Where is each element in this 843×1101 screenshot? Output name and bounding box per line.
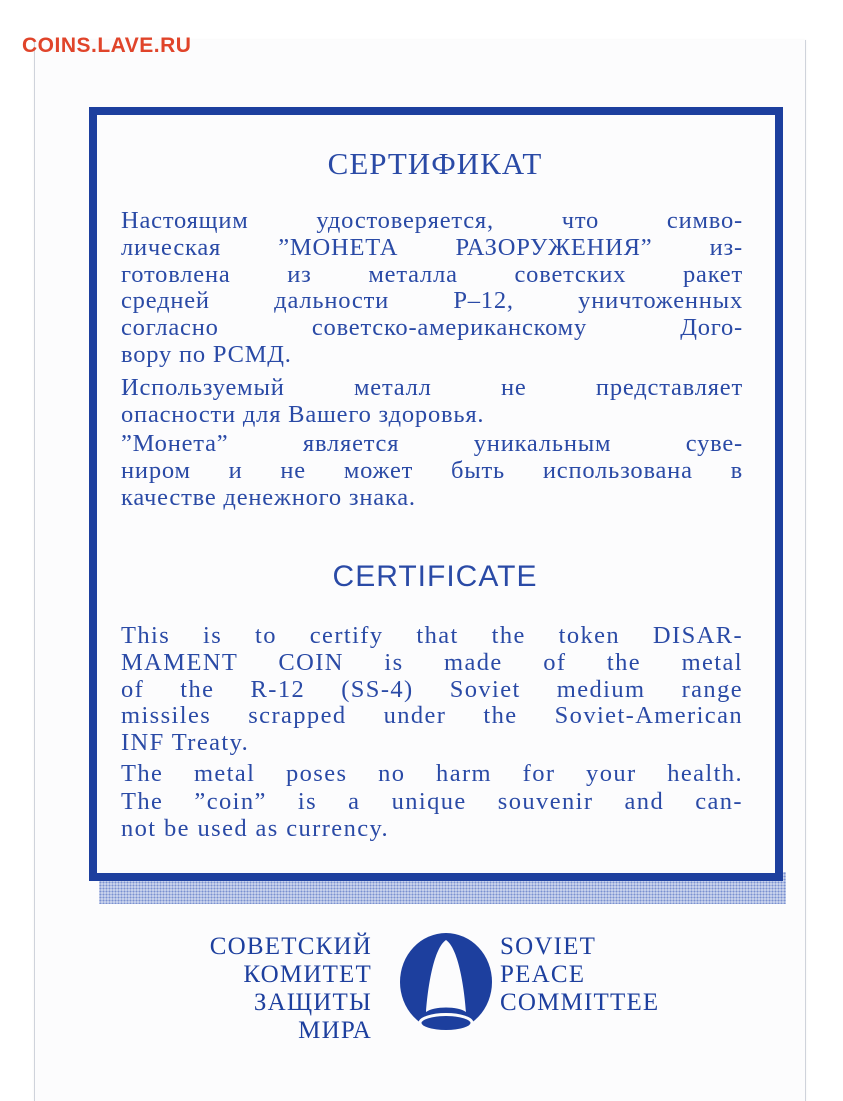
text-line: ниром и не может быть использована в [121,456,743,484]
text-line: согласно советско-американскому Дого- [121,314,743,342]
text-line: вору по РСМД. [121,340,292,368]
org-line: МИРА [298,1017,372,1044]
org-line: СОВЕТСКИЙ [209,933,372,960]
text-line: качестве денежного знака. [121,483,416,511]
text-line: Используемый металл не представляет [121,374,743,401]
text-line: средней дальности Р–12, уничтоженных [121,287,743,315]
org-line: PEACE [500,961,586,988]
org-line: ЗАЩИТЫ [253,989,372,1016]
org-line: КОМИТЕТ [243,961,372,988]
paragraph-en-2 [121,761,743,788]
organization-name-ru [140,933,372,1045]
text-line: The ”coin” is a unique souvenir and can- [121,788,743,815]
paragraph-ru-2 [121,375,743,429]
organization-name-en [500,933,740,1017]
watermark: COINS.LAVE.RU [22,34,192,57]
org-line: COMMITTEE [500,989,660,1016]
text-line: INF Treaty. [121,729,250,757]
text-line: ”Монета” является уникальным суве- [121,430,743,457]
paragraph-en-3 [121,789,743,843]
text-line: This is to certify that the token DISAR- [121,622,743,649]
paragraph-en-1 [121,623,743,757]
text-line: MAMENT COIN is made of the metal [121,648,743,676]
text-line: of the R-12 (SS-4) Soviet medium range [121,675,743,703]
title-en: CERTIFICATE [332,560,538,593]
text-line: Настоящим удостоверяется, что симво- [121,207,743,234]
text-line: лическая ”МОНЕТА РАЗОРУЖЕНИЯ” из- [121,233,743,261]
paragraph-ru-3 [121,431,743,511]
org-line: SOVIET [500,933,597,960]
text-line: missiles scrapped under the Soviet-American [121,702,743,730]
title-ru: СЕРТИФИКАТ [327,146,543,181]
text-line: готовлена из металла советских ракет [121,260,743,288]
text-line: The metal poses no harm for your health. [121,760,743,787]
text-line: опасности для Вашего здоровья. [121,400,485,428]
paragraph-ru-1 [121,208,743,369]
peace-committee-emblem-icon [398,930,494,1040]
text-line: not be used as currency. [121,814,390,842]
